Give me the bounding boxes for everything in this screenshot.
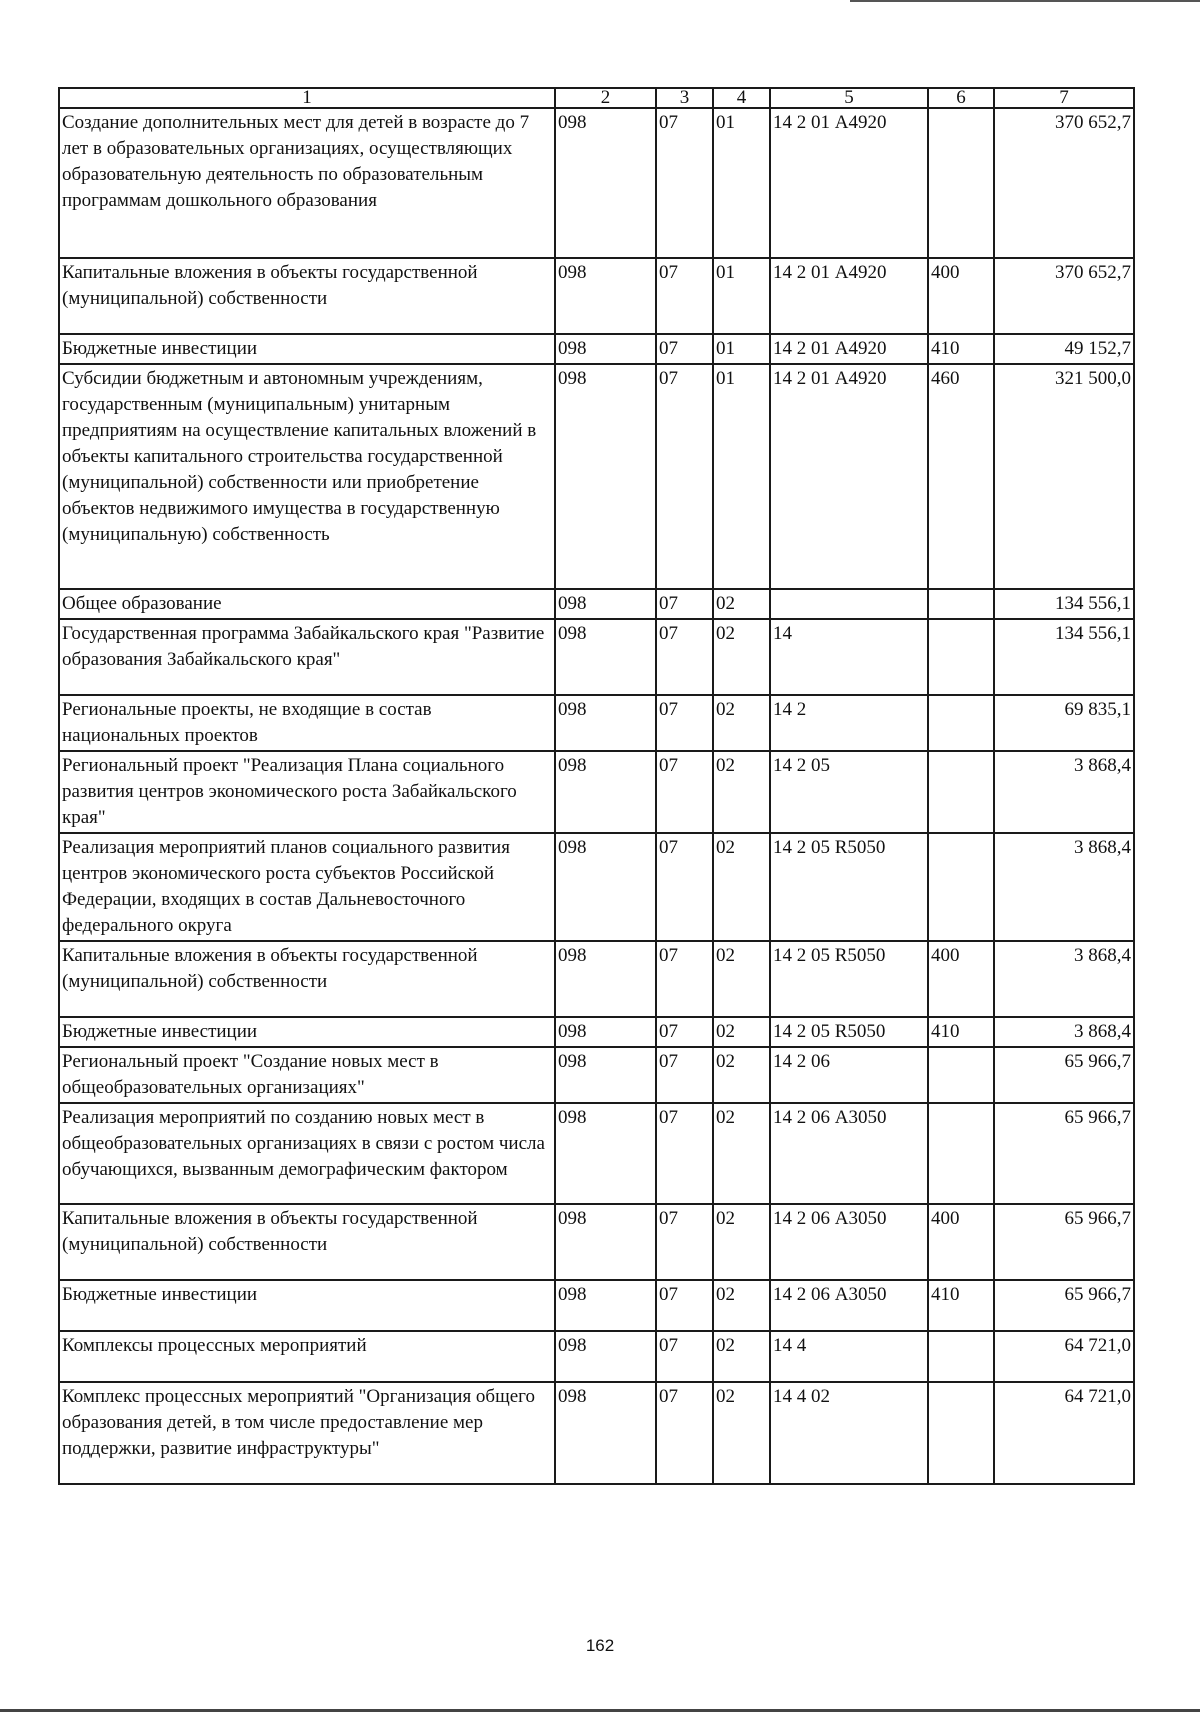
table-row — [59, 1103, 1134, 1204]
expense-type-cell: 410 — [928, 1280, 994, 1331]
row-description-cell: Субсидии бюджетным и автономным учреждениям, государственным (муниципальным) унитарным предприятиям на осуществление капитальных вложений в объекты капитального строительства государственной (муниципальной) собственности или приобретение объектов недвижимого имущества в государственную (муниципальную) собственность — [59, 364, 555, 589]
amount-cell: 49 152,7 — [994, 334, 1134, 364]
subsection-cell: 02 — [713, 589, 770, 619]
expense-type-cell: 460 — [928, 364, 994, 589]
column-header-2: 2 — [555, 88, 656, 108]
section-cell: 07 — [656, 619, 713, 695]
amount-cell: 3 868,4 — [994, 751, 1134, 833]
admin-code-cell: 098 — [555, 1280, 656, 1331]
row-description-cell: Комплексы процессных мероприятий — [59, 1331, 555, 1382]
table-row — [59, 108, 1134, 258]
table-row — [59, 364, 1134, 589]
target-article-cell: 14 2 06 А3050 — [770, 1280, 928, 1331]
section-cell: 07 — [656, 364, 713, 589]
table-row — [59, 619, 1134, 695]
amount-cell: 65 966,7 — [994, 1280, 1134, 1331]
column-header-5: 5 — [770, 88, 928, 108]
amount-cell: 3 868,4 — [994, 1017, 1134, 1047]
row-description-cell: Региональный проект "Создание новых мест в общеобразовательных организациях" — [59, 1047, 555, 1103]
expense-type-cell — [928, 108, 994, 258]
admin-code-cell: 098 — [555, 1017, 656, 1047]
page-number: 162 — [585, 1636, 615, 1655]
subsection-cell: 01 — [713, 108, 770, 258]
admin-code-cell: 098 — [555, 1103, 656, 1204]
admin-code-cell: 098 — [555, 1382, 656, 1484]
subsection-cell: 01 — [713, 364, 770, 589]
amount-cell: 64 721,0 — [994, 1382, 1134, 1484]
table-row — [59, 1047, 1134, 1103]
target-article-cell: 14 2 — [770, 695, 928, 751]
section-cell: 07 — [656, 1103, 713, 1204]
expense-type-cell: 400 — [928, 1204, 994, 1280]
section-cell: 07 — [656, 589, 713, 619]
table-row — [59, 695, 1134, 751]
column-header-6: 6 — [928, 88, 994, 108]
target-article-cell: 14 2 06 А3050 — [770, 1204, 928, 1280]
section-cell: 07 — [656, 833, 713, 941]
table-row — [59, 1204, 1134, 1280]
target-article-cell: 14 2 01 А4920 — [770, 364, 928, 589]
admin-code-cell: 098 — [555, 1204, 656, 1280]
subsection-cell: 02 — [713, 833, 770, 941]
target-article-cell: 14 2 05 R5050 — [770, 941, 928, 1017]
table-row — [59, 1280, 1134, 1331]
amount-cell: 370 652,7 — [994, 258, 1134, 334]
row-description-cell: Региональный проект "Реализация Плана социального развития центров экономического роста Забайкальского края" — [59, 751, 555, 833]
row-description-cell: Бюджетные инвестиции — [59, 1017, 555, 1047]
expense-type-cell — [928, 1103, 994, 1204]
subsection-cell: 02 — [713, 1103, 770, 1204]
target-article-cell: 14 2 05 R5050 — [770, 1017, 928, 1047]
admin-code-cell: 098 — [555, 941, 656, 1017]
table-row — [59, 258, 1134, 334]
table-row — [59, 1331, 1134, 1382]
table-row — [59, 833, 1134, 941]
admin-code-cell: 098 — [555, 258, 656, 334]
table-row — [59, 941, 1134, 1017]
column-header-4: 4 — [713, 88, 770, 108]
section-cell: 07 — [656, 1017, 713, 1047]
column-header-3: 3 — [656, 88, 713, 108]
row-description-cell: Государственная программа Забайкальского края "Развитие образования Забайкальского края" — [59, 619, 555, 695]
section-cell: 07 — [656, 1047, 713, 1103]
admin-code-cell: 098 — [555, 364, 656, 589]
subsection-cell: 02 — [713, 1047, 770, 1103]
amount-cell: 370 652,7 — [994, 108, 1134, 258]
expense-type-cell: 410 — [928, 334, 994, 364]
target-article-cell: 14 2 01 А4920 — [770, 334, 928, 364]
table-row — [59, 1382, 1134, 1484]
row-description-cell: Бюджетные инвестиции — [59, 334, 555, 364]
amount-cell: 65 966,7 — [994, 1047, 1134, 1103]
amount-cell: 134 556,1 — [994, 589, 1134, 619]
budget-table — [58, 87, 1135, 1485]
scan-bottom-edge-line — [0, 1709, 1200, 1712]
expense-type-cell — [928, 1047, 994, 1103]
subsection-cell: 02 — [713, 1017, 770, 1047]
row-description-cell: Общее образование — [59, 589, 555, 619]
target-article-cell: 14 — [770, 619, 928, 695]
amount-cell: 65 966,7 — [994, 1103, 1134, 1204]
amount-cell: 64 721,0 — [994, 1331, 1134, 1382]
amount-cell: 69 835,1 — [994, 695, 1134, 751]
row-description-cell: Бюджетные инвестиции — [59, 1280, 555, 1331]
amount-cell: 3 868,4 — [994, 941, 1134, 1017]
admin-code-cell: 098 — [555, 619, 656, 695]
target-article-cell — [770, 589, 928, 619]
admin-code-cell: 098 — [555, 1047, 656, 1103]
expense-type-cell: 400 — [928, 258, 994, 334]
target-article-cell: 14 2 01 А4920 — [770, 108, 928, 258]
row-description-cell: Реализация мероприятий планов социального развития центров экономического роста субъектов Российской Федерации, входящих в состав Дальневосточного федерального округа — [59, 833, 555, 941]
expense-type-cell — [928, 589, 994, 619]
section-cell: 07 — [656, 108, 713, 258]
target-article-cell: 14 2 05 — [770, 751, 928, 833]
expense-type-cell: 410 — [928, 1017, 994, 1047]
target-article-cell: 14 2 06 А3050 — [770, 1103, 928, 1204]
amount-cell: 3 868,4 — [994, 833, 1134, 941]
section-cell: 07 — [656, 751, 713, 833]
subsection-cell: 01 — [713, 334, 770, 364]
table-row — [59, 334, 1134, 364]
admin-code-cell: 098 — [555, 833, 656, 941]
subsection-cell: 02 — [713, 1382, 770, 1484]
admin-code-cell: 098 — [555, 589, 656, 619]
section-cell: 07 — [656, 941, 713, 1017]
subsection-cell: 02 — [713, 1280, 770, 1331]
subsection-cell: 02 — [713, 1204, 770, 1280]
amount-cell: 321 500,0 — [994, 364, 1134, 589]
subsection-cell: 02 — [713, 751, 770, 833]
section-cell: 07 — [656, 695, 713, 751]
expense-type-cell — [928, 619, 994, 695]
table-row — [59, 1017, 1134, 1047]
expense-type-cell — [928, 695, 994, 751]
column-header-7: 7 — [994, 88, 1134, 108]
table-row — [59, 589, 1134, 619]
row-description-cell: Реализация мероприятий по созданию новых мест в общеобразовательных организациях в связи с ростом числа обучающихся, вызванным демографическим фактором — [59, 1103, 555, 1204]
target-article-cell: 14 4 02 — [770, 1382, 928, 1484]
subsection-cell: 02 — [713, 941, 770, 1017]
amount-cell: 65 966,7 — [994, 1204, 1134, 1280]
column-header-1: 1 — [59, 88, 555, 108]
section-cell: 07 — [656, 1280, 713, 1331]
subsection-cell: 02 — [713, 619, 770, 695]
section-cell: 07 — [656, 334, 713, 364]
row-description-cell: Региональные проекты, не входящие в состав национальных проектов — [59, 695, 555, 751]
admin-code-cell: 098 — [555, 695, 656, 751]
admin-code-cell: 098 — [555, 1331, 656, 1382]
section-cell: 07 — [656, 258, 713, 334]
row-description-cell: Капитальные вложения в объекты государственной (муниципальной) собственности — [59, 258, 555, 334]
scan-top-edge-line — [850, 0, 1200, 2]
subsection-cell: 02 — [713, 1331, 770, 1382]
expense-type-cell — [928, 751, 994, 833]
row-description-cell: Комплекс процессных мероприятий "Организация общего образования детей, в том числе предоставление мер поддержки, развитие инфраструктуры" — [59, 1382, 555, 1484]
amount-cell: 134 556,1 — [994, 619, 1134, 695]
target-article-cell: 14 2 06 — [770, 1047, 928, 1103]
subsection-cell: 02 — [713, 695, 770, 751]
row-description-cell: Капитальные вложения в объекты государственной (муниципальной) собственности — [59, 941, 555, 1017]
target-article-cell: 14 4 — [770, 1331, 928, 1382]
admin-code-cell: 098 — [555, 108, 656, 258]
row-description-cell: Создание дополнительных мест для детей в возрасте до 7 лет в образовательных организациях, осуществляющих образовательную деятельность по образовательным программам дошкольного образования — [59, 108, 555, 258]
admin-code-cell: 098 — [555, 751, 656, 833]
expense-type-cell: 400 — [928, 941, 994, 1017]
section-cell: 07 — [656, 1331, 713, 1382]
table-row — [59, 751, 1134, 833]
section-cell: 07 — [656, 1204, 713, 1280]
target-article-cell: 14 2 01 А4920 — [770, 258, 928, 334]
expense-type-cell — [928, 1382, 994, 1484]
expense-type-cell — [928, 1331, 994, 1382]
column-number-header-row — [59, 88, 1134, 108]
subsection-cell: 01 — [713, 258, 770, 334]
expense-type-cell — [928, 833, 994, 941]
section-cell: 07 — [656, 1382, 713, 1484]
admin-code-cell: 098 — [555, 334, 656, 364]
row-description-cell: Капитальные вложения в объекты государственной (муниципальной) собственности — [59, 1204, 555, 1280]
target-article-cell: 14 2 05 R5050 — [770, 833, 928, 941]
